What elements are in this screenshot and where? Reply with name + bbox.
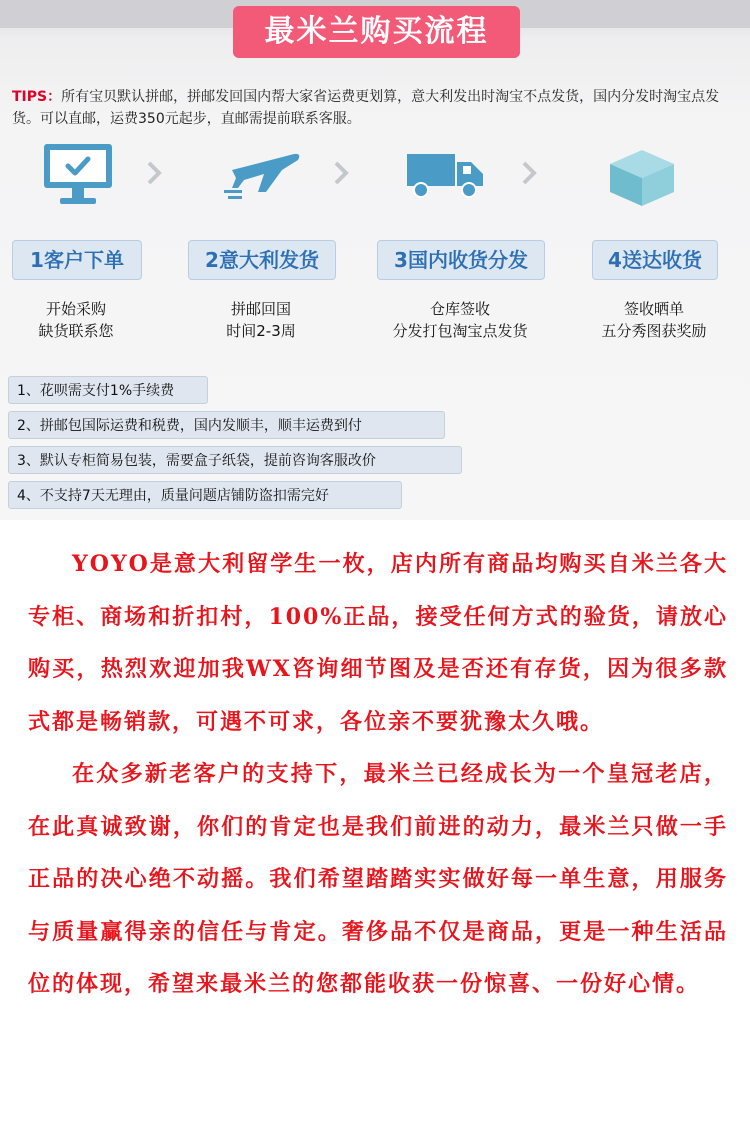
gift-box-icon <box>602 140 682 210</box>
step-3-desc: 仓库签收 分发打包淘宝点发货 <box>392 300 528 340</box>
airplane-icon <box>222 140 302 210</box>
note-item: 2、拼邮包国际运费和税费，国内发顺丰，顺丰运费到付 <box>8 411 445 439</box>
step-3-button: 3国内收货分发 <box>377 240 545 280</box>
tips-body: 所有宝贝默认拼邮，拼邮发回国内帮大家省运费更划算，意大利发出时淘宝不点发货，国内分发时淘宝点发货。可以直邮，运费350元起步，直邮需提前联系客服。 <box>12 89 720 127</box>
store-introduction <box>28 538 728 1011</box>
step-2-button: 2意大利发货 <box>188 240 336 280</box>
page-title: 最米兰购买流程 <box>233 6 520 58</box>
chevron-right-icon <box>145 160 163 186</box>
monitor-check-icon <box>38 140 118 210</box>
note-item: 1、花呗需支付1%手续费 <box>8 376 208 404</box>
intro-paragraph-1: YOYO是意大利留学生一枚，店内所有商品均购买自米兰各大专柜、商场和折扣村，100%正品，接受任何方式的验货，请放心购买，热烈欢迎加我WX咨询细节图及是否还有存货，因为很多款式都是畅销款，可遇不可求，各位亲不要犹豫太久哦。 <box>28 551 728 735</box>
note-item: 4、不支持7天无理由，质量问题店铺防盗扣需完好 <box>8 481 402 509</box>
note-item: 3、默认专柜简易包装，需要盒子纸袋，提前咨询客服改价 <box>8 446 462 474</box>
step-4-button: 4送达收货 <box>592 240 718 280</box>
step-4-desc: 签收晒单 五分秀图获奖励 <box>601 300 707 340</box>
chevron-right-icon <box>332 160 350 186</box>
step-1-desc: 开始采购 缺货联系您 <box>38 300 114 340</box>
truck-icon <box>405 140 485 210</box>
tips-text <box>12 86 742 130</box>
intro-paragraph-2: 在众多新老客户的支持下，最米兰已经成长为一个皇冠老店，在此真诚致谢，你们的肯定也是我们前进的动力，最米兰只做一手正品的决心绝不动摇。我们希望踏踏实实做好每一单生意，用服务与质量赢得亲的信任与肯定。奢侈品不仅是商品，更是一种生活品位的体现，希望来最米兰的您都能收获一份惊喜、一份好心情。 <box>28 761 728 997</box>
step-1-button: 1客户下单 <box>12 240 142 280</box>
tips-label: TIPS： <box>12 89 62 105</box>
chevron-right-icon <box>520 160 538 186</box>
step-2-desc: 拼邮回国 时间2-3周 <box>226 300 296 340</box>
